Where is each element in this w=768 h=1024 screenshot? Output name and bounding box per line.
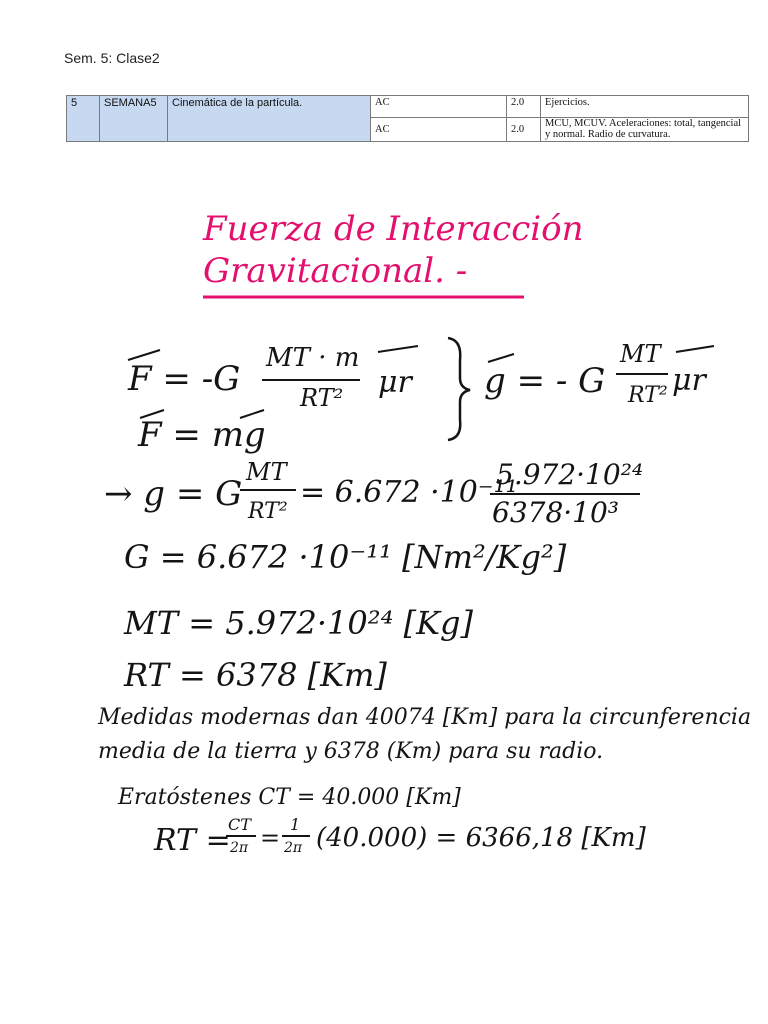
erat-frac1-den: 2π <box>230 840 249 856</box>
notes-text-line1: Medidas modernas dan 40074 [Km] para la circunferencia <box>98 705 752 730</box>
eq-force-den: RT² <box>300 384 344 412</box>
hours-cell: 2.0 <box>507 96 541 118</box>
eq-force-left: F = -G <box>128 359 241 399</box>
hours-cell: 2.0 <box>507 118 541 142</box>
const-G: G = 6.672 ·10⁻¹¹ [Nm²/Kg²] <box>124 538 567 576</box>
erat-calc-eq: = <box>260 824 281 852</box>
week-number-cell: 5 <box>67 96 100 142</box>
description-cell: Ejercicios. <box>541 96 749 118</box>
erat-frac1-num: CT <box>228 815 251 834</box>
week-label-cell: SEMANA5 <box>100 96 168 142</box>
activity-type-cell: AC <box>371 96 507 118</box>
eq-g-unit: μr <box>672 363 706 398</box>
erat-frac2-den: 2π <box>284 840 303 856</box>
eq-g-den: RT² <box>628 383 668 408</box>
page-title: Sem. 5: Clase2 <box>64 50 160 66</box>
eq-g-num: MT <box>620 340 661 368</box>
eq-g-value-num: 5.972·10²⁴ <box>496 458 644 491</box>
eq-weight: F = mg <box>138 415 266 455</box>
eq-force-num: MT · m <box>266 343 360 373</box>
description-cell: MCU, MCUV. Aceleraciones: total, tangencial y normal. Radio de curvatura. <box>541 118 749 142</box>
erat-calc-left: RT = <box>154 823 231 858</box>
activity-type-cell: AC <box>371 118 507 142</box>
brace <box>448 338 470 440</box>
topic-cell: Cinemática de la partícula. <box>168 96 371 142</box>
notes-title-line1: Fuerza de Interacción <box>203 209 584 249</box>
eq-g-frac-num: MT <box>246 458 287 486</box>
erat-line: Eratóstenes CT = 40.000 [Km] <box>118 785 461 810</box>
notes-title-line2: Gravitacional. - <box>203 251 468 291</box>
const-R: RT = 6378 [Km] <box>124 656 387 694</box>
eq-g-value: = 6.672 ·10⁻¹¹ <box>300 475 518 510</box>
notes-text-line2: media de la tierra y 6378 (Km) para su radio. <box>98 739 604 764</box>
const-M: MT = 5.972·10²⁴ [Kg] <box>124 604 473 642</box>
eq-g-left: g = - G <box>484 361 606 401</box>
eq-g-arrow: → g = G <box>104 474 243 514</box>
eq-g-value-den: 6378·10³ <box>492 496 620 529</box>
erat-calc-right: (40.000) = 6366,18 [Km] <box>316 823 646 853</box>
erat-frac2-num: 1 <box>290 815 301 834</box>
eq-force-unit: μr <box>378 365 412 400</box>
eq-g-frac-den: RT² <box>248 499 288 524</box>
